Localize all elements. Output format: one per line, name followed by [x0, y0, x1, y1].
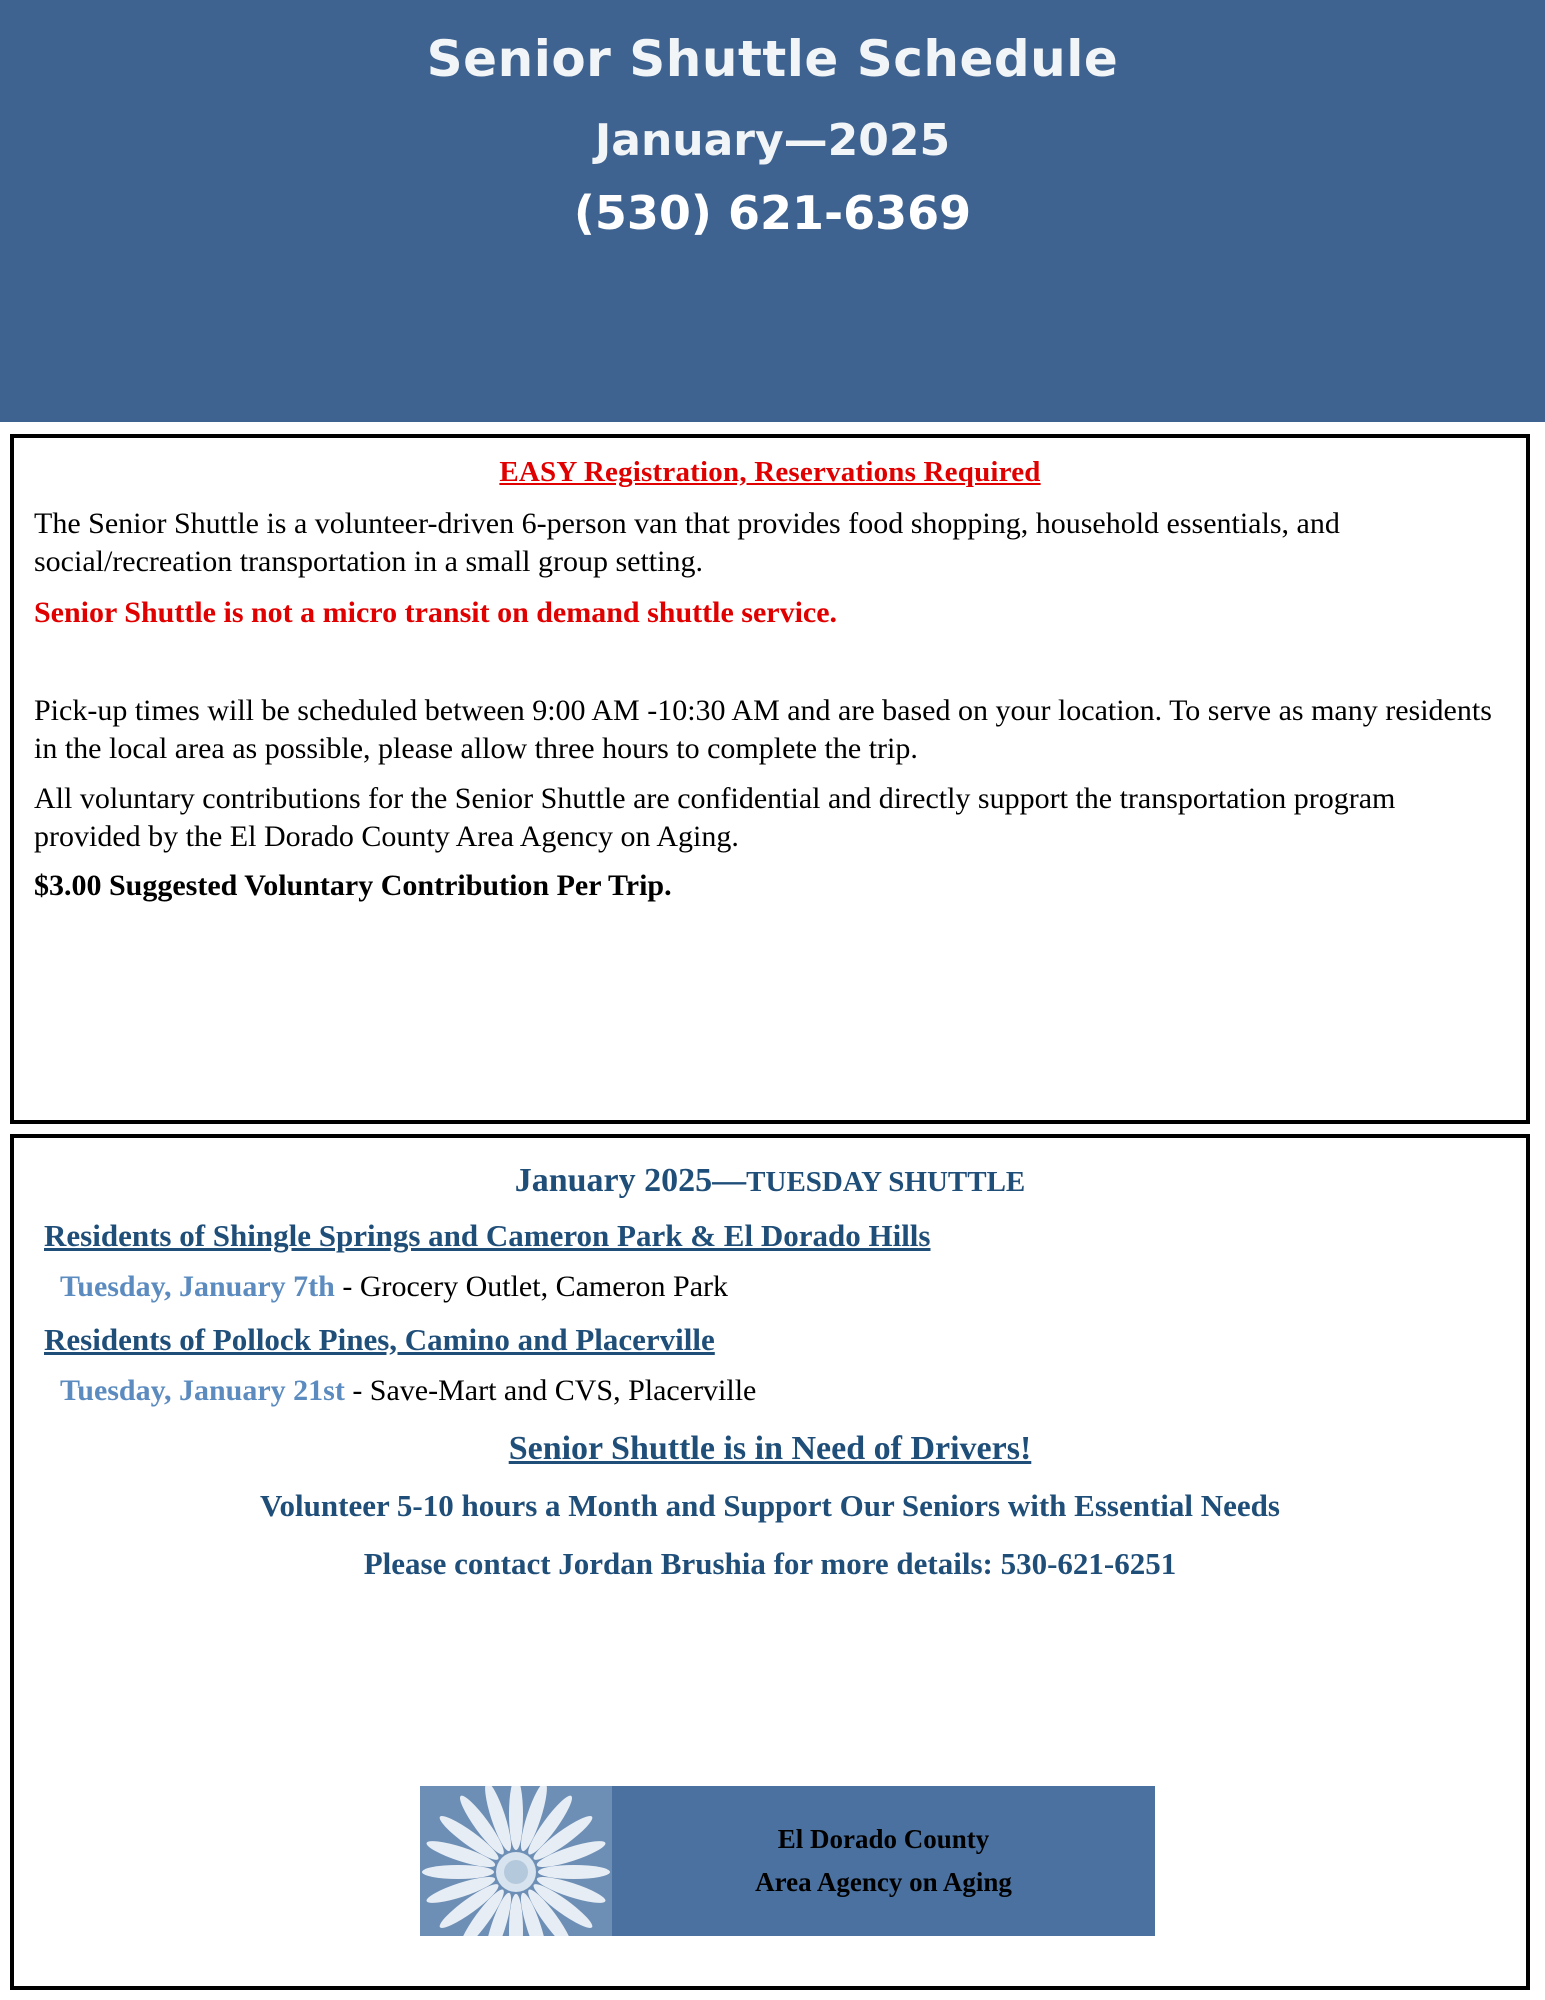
info-paragraph-1: The Senior Shuttle is a volunteer-driven 6-person van that provides food shopping, household essentials, and social/recreation transportation in a small group setting.	[34, 507, 1340, 579]
info-paragraph-3: All voluntary contributions for the Senior Shuttle are confidential and directly support the transportation program provided by the El Dorado County Area Agency on Aging.	[34, 782, 1396, 854]
residents-line-1: Residents of Shingle Springs and Cameron Park & El Dorado Hills	[44, 1218, 931, 1253]
schedule-title-main: January 2025—	[514, 1162, 747, 1199]
info-contribution: $3.00 Suggested Voluntary Contribution Per Trip.	[34, 868, 672, 902]
trip-detail-1: - Grocery Outlet, Cameron Park	[334, 1270, 729, 1303]
contact-line: Please contact Jordan Brushia for more details: 530-621-6251	[363, 1546, 1177, 1581]
schedule-title	[34, 1162, 1506, 1200]
info-paragraph-2: Pick-up times will be scheduled between 9:00 AM -10:30 AM and are based on your location. To serve as many residents in the local area as possible, please allow three hours to complete the trip.	[34, 694, 1492, 766]
trip-line-1	[34, 1270, 1506, 1304]
easy-registration-heading: EASY Registration, Reservations Required	[499, 456, 1041, 488]
agency-line-1: El Dorado County	[777, 1824, 990, 1854]
residents-line-2: Residents of Pollock Pines, Camino and Placerville	[44, 1322, 715, 1357]
agency-line-2: Area Agency on Aging	[755, 1867, 1012, 1897]
info-notice: Senior Shuttle is not a micro transit on demand shuttle service.	[34, 596, 838, 630]
page-title: Senior Shuttle Schedule	[426, 30, 1119, 88]
trip-detail-2: - Save-Mart and CVS, Placerville	[344, 1374, 757, 1407]
header-banner	[0, 0, 1545, 422]
header-phone: (530) 621-6369	[573, 185, 972, 240]
trip-date-2: Tuesday, January 21st	[60, 1374, 345, 1407]
volunteer-line: Volunteer 5-10 hours a Month and Support Our Seniors with Essential Needs	[259, 1488, 1280, 1523]
flower-icon	[420, 1786, 612, 1936]
need-drivers-heading: Senior Shuttle is in Need of Drivers!	[508, 1430, 1032, 1467]
schedule-title-caps: TUESDAY SHUTTLE	[746, 1166, 1026, 1198]
info-box	[10, 434, 1530, 1124]
agency-logo	[420, 1786, 1155, 1936]
trip-date-1: Tuesday, January 7th	[60, 1270, 335, 1303]
trip-line-2	[34, 1374, 1506, 1408]
info-spacer	[34, 644, 1506, 692]
info-box-inner	[13, 437, 1527, 1121]
agency-name	[612, 1786, 1155, 1936]
page-subtitle: January—2025	[594, 114, 951, 166]
